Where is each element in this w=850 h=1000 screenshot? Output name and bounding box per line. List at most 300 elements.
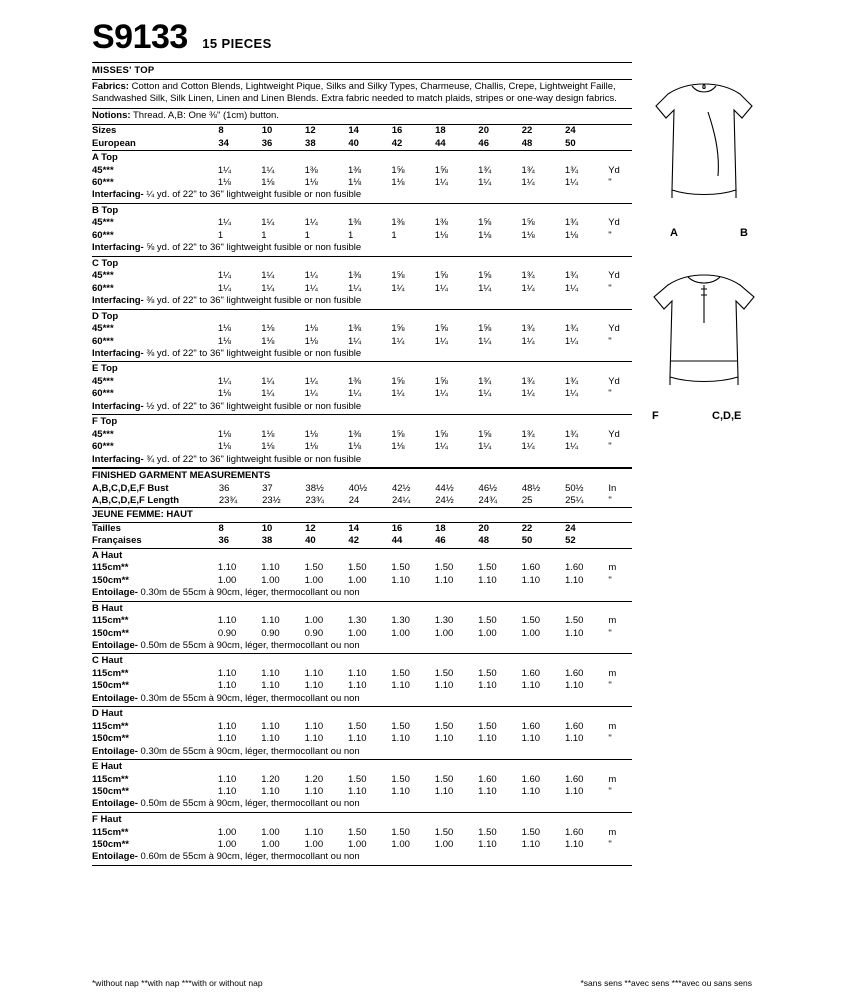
yardage-imperial-group [92,151,632,469]
yardage-cell: 1.50 [391,827,410,839]
francaise-cell: 50 [521,535,533,547]
table-row [92,177,632,189]
view-title: A Top [92,151,118,163]
interfacing-note: Interfacing- ⅜ yd. of 22" to 36" lightweight fusible or non fusible [92,294,362,306]
yardage-cell: 1⅝ [434,429,448,441]
yardage-unit: " [608,574,612,586]
view-block [92,204,632,257]
european-cell: 48 [521,137,533,149]
yardage-cell: 1¼ [217,282,232,294]
view-block [92,654,632,707]
yardage-cell: 1.50 [391,562,410,574]
yardage-cell: 1.20 [261,774,280,786]
yardage-cell: 1¼ [391,388,405,400]
yardage-cell: 1.10 [478,733,497,745]
table-row [92,388,632,400]
interfacing-note: Interfacing- ¼ yd. of 22" to 36" lightweight fusible or non fusible [92,188,362,200]
european-cell: 36 [261,137,273,149]
yardage-cell: 1.10 [478,680,497,692]
yardage-cell: 1¼ [564,441,579,453]
table-row [92,429,632,441]
size-cell: 12 [305,125,316,137]
yardage-cell: 1.00 [304,839,324,851]
yardage-cell: 1⅜ [347,217,362,229]
yardage-cell: 1.00 [434,839,454,851]
footer-note-english: *without nap **with nap ***with or without nap [92,978,263,988]
yardage-cell: 1.00 [217,827,237,839]
taille-cell: 24 [565,523,576,535]
measure-cell: 25¼ [565,495,584,507]
yardage-cell: 1.10 [348,733,367,745]
yardage-cell: 1⅛ [304,429,318,441]
yardage-cell: 1 [261,229,267,241]
yardage-cell: 1⅛ [217,176,232,188]
french-sizes-table [92,523,632,547]
european-label: European [92,137,136,149]
francaise-cell: 52 [565,535,576,547]
view-block [92,415,632,468]
yardage-unit: Yd [608,376,620,388]
french-section-title: JEUNE FEMME: HAUT [92,509,193,521]
width-label: 150cm** [92,733,129,745]
yardage-table [92,721,632,745]
yardage-cell: 1.60 [521,668,541,680]
european-cell: 40 [348,137,359,149]
yardage-cell: 1.00 [217,574,237,586]
yardage-cell: 1.10 [304,680,324,692]
yardage-cell: 1.00 [391,627,410,639]
width-label: 60*** [92,229,114,241]
measure-cell: 40½ [348,483,368,495]
width-label: 45*** [92,323,114,335]
yardage-unit: " [608,627,612,639]
yardage-cell: 1 [347,229,354,241]
yardage-cell: 1¼ [304,388,318,400]
francaises-label: Françaises [92,535,142,547]
table-row [92,733,632,745]
yardage-cell: 1.10 [217,786,237,798]
yardage-cell: 1¾ [521,376,535,388]
yardage-cell: 1.50 [478,668,497,680]
width-label: 60*** [92,335,114,347]
measure-cell: 37 [262,483,273,495]
yardage-cell: 1¼ [261,164,275,176]
yardage-table [92,217,632,241]
yardage-cell: 1¼ [521,441,535,453]
european-cell: 42 [391,137,403,149]
yardage-cell: 1⅛ [217,323,232,335]
yardage-cell: 1¼ [564,335,579,347]
yardage-unit: " [608,441,612,453]
taille-cell: 18 [435,523,446,535]
yardage-cell: 1¼ [261,376,275,388]
view-title: C Top [92,257,119,269]
width-label: 45*** [92,270,114,282]
yardage-cell: 1.10 [304,827,324,839]
yardage-cell: 1¼ [434,441,448,453]
yardage-table [92,429,632,453]
francaise-cell: 44 [391,535,403,547]
francaise-cell: 42 [348,535,359,547]
interfacing-note: Interfacing- ½ yd. of 22" to 36" lightweight fusible or non fusible [92,400,362,412]
yardage-cell: 1¼ [434,388,448,400]
yardage-cell: 1.10 [304,733,324,745]
view-block [92,707,632,760]
yardage-cell: 1⅛ [217,388,232,400]
yardage-cell: 1¼ [434,176,448,188]
taille-cell: 14 [348,523,359,535]
size-cell: 24 [565,125,576,137]
table-row [92,786,632,798]
interfacing-note: Interfacing- ¾ yd. of 22" to 36" lightweight fusible or non fusible [92,453,362,465]
european-cell: 34 [218,137,229,149]
francaise-cell: 36 [218,535,230,547]
width-label: 150cm** [92,627,129,639]
yardage-cell: 1⅛ [261,429,275,441]
top-front-illustration [648,72,838,222]
size-cell: 22 [521,125,533,137]
yardage-cell: 1.00 [304,615,324,627]
figure-back-views [648,265,838,426]
width-label: 115cm** [92,615,129,627]
yardage-cell: 1¾ [521,429,535,441]
sizes-table [92,125,632,149]
yardage-cell: 1¼ [564,388,579,400]
yardage-cell: 1⅛ [304,176,318,188]
yardage-cell: 1.10 [217,774,237,786]
yardage-unit: " [608,282,612,294]
finished-measurements-table [92,483,632,507]
illustrations-column [648,72,838,426]
yardage-cell: 1¼ [521,282,535,294]
tailles-label: Tailles [92,523,121,535]
taille-cell: 22 [521,523,533,535]
yardage-table [92,270,632,294]
taille-cell: 8 [218,523,224,535]
yardage-cell: 1.10 [478,574,497,586]
yardage-cell: 1⅛ [434,229,448,241]
yardage-table [92,668,632,692]
yardage-cell: 1.50 [391,668,410,680]
yardage-cell: 1.60 [564,668,584,680]
size-cell: 8 [218,125,224,137]
yardage-cell: 1⅝ [521,217,535,229]
yardage-cell: 1.00 [348,574,367,586]
taille-cell: 20 [478,523,489,535]
width-label: 150cm** [92,839,129,851]
yardage-cell: 1⅛ [304,335,318,347]
yardage-cell: 1.10 [217,615,237,627]
yardage-cell: 1¾ [521,323,535,335]
yardage-cell: 1⅝ [434,323,448,335]
view-title: C Haut [92,655,123,667]
footer-notes [92,978,752,988]
yardage-cell: 1⅜ [347,323,362,335]
view-title: B Top [92,204,119,216]
measure-cell: 23¾ [218,495,238,507]
view-title: F Top [92,416,118,428]
measure-cell: 23¾ [305,495,324,507]
measure-cell: 24¼ [391,495,411,507]
yardage-cell: 1.50 [478,615,497,627]
yardage-cell: 1¼ [261,270,275,282]
yardage-cell: 1¼ [217,164,232,176]
top-back-illustration [648,265,838,405]
measure-cell: 24½ [435,495,454,507]
yardage-unit: m [608,827,617,839]
entoilage-note: Entoilage- 0.30m de 55cm à 90cm, léger, thermocollant ou non [92,586,360,598]
yardage-cell: 1⅛ [217,441,232,453]
yardage-cell: 1.10 [304,668,324,680]
yardage-cell: 1.10 [261,668,280,680]
entoilage-note: Entoilage- 0.30m de 55cm à 90cm, léger, thermocollant ou non [92,745,360,757]
yardage-cell: 1¼ [564,282,579,294]
yardage-cell: 1.50 [348,721,367,733]
yardage-cell: 1¾ [564,164,579,176]
measure-cell: 38½ [305,483,324,495]
finished-measurements-title: FINISHED GARMENT MEASUREMENTS [92,470,271,482]
yardage-cell: 1.10 [304,786,324,798]
table-row [92,283,632,295]
notions-paragraph [92,109,632,125]
figure-label-b: B [740,227,748,239]
yardage-cell: 1.00 [348,627,367,639]
yardage-cell: 1.50 [348,827,367,839]
yardage-cell: 1.50 [478,721,497,733]
yardage-cell: 1.10 [348,786,367,798]
yardage-cell: 1.10 [304,721,324,733]
yardage-cell: 1.50 [304,562,324,574]
yardage-cell: 1¼ [347,335,362,347]
yardage-cell: 1.10 [564,786,584,798]
yardage-cell: 1.00 [478,627,497,639]
figure-labels-bottom [648,410,838,426]
yardage-cell: 1.50 [434,562,454,574]
yardage-cell: 1⅝ [434,376,448,388]
taille-cell: 12 [305,523,316,535]
size-cell: 16 [391,125,403,137]
yardage-cell: 1⅜ [347,270,362,282]
yardage-cell: 1.10 [434,574,454,586]
yardage-cell: 1¾ [564,270,579,282]
measure-label: A,B,C,D,E,F Bust [92,483,169,495]
table-row [92,165,632,177]
view-block [92,602,632,655]
table-row [92,668,632,680]
yardage-cell: 1.50 [348,774,367,786]
yardage-cell: 1.60 [564,827,584,839]
table-row [92,774,632,786]
yardage-cell: 1⅝ [391,376,405,388]
yardage-cell: 1.10 [217,733,237,745]
yardage-table [92,615,632,639]
width-label: 60*** [92,388,114,400]
measure-unit: " [608,495,612,507]
yardage-cell: 1⅛ [261,441,275,453]
yardage-cell: 1.00 [391,839,410,851]
measure-cell: 44½ [435,483,454,495]
width-label: 60*** [92,176,114,188]
yardage-cell: 0.90 [304,627,324,639]
table-row [92,270,632,282]
yardage-cell: 1¼ [261,282,275,294]
yardage-cell: 1¾ [564,323,579,335]
yardage-cell: 1.10 [521,839,541,851]
view-title: B Haut [92,602,123,614]
yardage-unit: Yd [608,217,620,229]
sizes-label: Sizes [92,125,117,137]
table-row [92,441,632,453]
yardage-cell: 1⅛ [261,335,275,347]
entoilage-note: Entoilage- 0.50m de 55cm à 90cm, léger, thermocollant ou non [92,639,360,651]
yardage-cell: 1.60 [564,721,584,733]
yardage-unit: m [608,562,617,574]
measure-cell: 50½ [565,483,584,495]
yardage-cell: 1⅛ [391,441,405,453]
yardage-cell: 1¼ [478,335,492,347]
yardage-cell: 1.60 [521,774,541,786]
figure-label-a: A [670,227,678,239]
yardage-cell: 1⅛ [217,335,232,347]
yardage-cell: 1⅝ [391,429,405,441]
width-label: 115cm** [92,668,129,680]
view-title: E Top [92,363,118,375]
view-block [92,257,632,310]
yardage-cell: 1.50 [348,562,367,574]
yardage-cell: 1.10 [564,733,584,745]
yardage-cell: 1⅛ [304,441,318,453]
yardage-cell: 1⅜ [434,217,448,229]
entoilage-note: Entoilage- 0.60m de 55cm à 90cm, léger, thermocollant ou non [92,851,360,863]
yardage-cell: 1.10 [434,733,454,745]
view-block [92,362,632,415]
view-title: D Top [92,310,119,322]
table-row-tailles [92,523,632,535]
yardage-cell: 1¼ [478,441,492,453]
yardage-cell: 1⅛ [261,323,275,335]
yardage-cell: 1¾ [478,164,492,176]
yardage-cell: 1¼ [261,217,275,229]
view-title: D Haut [92,708,123,720]
yardage-cell: 1⅛ [564,229,579,241]
entoilage-note: Entoilage- 0.30m de 55cm à 90cm, léger, thermocollant ou non [92,692,360,704]
yardage-unit: " [608,733,612,745]
yardage-cell: 1¼ [521,388,535,400]
yardage-cell: 1.00 [521,627,541,639]
table-row [92,628,632,640]
yardage-cell: 1.00 [348,839,367,851]
yardage-cell: 1.50 [434,827,454,839]
yardage-unit: m [608,615,617,627]
yardage-cell: 1.60 [564,774,584,786]
yardage-cell: 1.10 [391,680,410,692]
yardage-cell: 1.10 [521,733,541,745]
yardage-cell: 1.50 [478,562,497,574]
yardage-cell: 1¼ [217,270,232,282]
yardage-cell: 1.10 [478,839,497,851]
width-label: 60*** [92,282,114,294]
yardage-cell: 1.10 [521,680,541,692]
yardage-cell: 1⅛ [347,441,362,453]
yardage-cell: 1¾ [478,376,492,388]
figure-label-cde: C,D,E [712,410,742,422]
figure-front-views [648,72,838,243]
yardage-cell: 1¼ [478,176,492,188]
width-label: 45*** [92,376,114,388]
francaise-cell: 48 [478,535,489,547]
measure-unit: In [608,483,617,495]
interfacing-note: Interfacing- ⅜ yd. of 22" to 36" lightweight fusible or non fusible [92,347,362,359]
yardage-cell: 1.10 [217,668,237,680]
yardage-table [92,774,632,798]
size-cell: 14 [348,125,359,137]
yardage-cell: 1.10 [564,839,584,851]
european-cell: 46 [478,137,489,149]
yardage-cell: 1.10 [434,786,454,798]
european-cell: 50 [565,137,576,149]
yardage-cell: 1⅜ [304,164,318,176]
specifications-column [92,62,632,866]
fabrics-text: Cotton and Cotton Blends, Lightweight Pique, Silks and Silky Types, Charmeuse, Challis, Crepe, Lightweight Faille, Sandwashed Silk, Silk Linen, Linen and Linen Blends. Extra fabric needed to match plaids, stripes or one-way design fabrics. [92,80,617,105]
yardage-cell: 1¼ [347,388,362,400]
yardage-cell: 1¼ [521,335,535,347]
yardage-cell: 1.00 [304,574,324,586]
yardage-cell: 1.60 [521,721,541,733]
measure-cell: 24¾ [478,495,498,507]
yardage-cell: 1.00 [261,827,280,839]
table-row [92,376,632,388]
yardage-cell: 1.50 [478,827,497,839]
yardage-cell: 1.60 [478,774,497,786]
taille-cell: 10 [261,523,273,535]
yardage-cell: 1⅜ [347,376,362,388]
yardage-cell: 1⅛ [478,229,492,241]
yardage-unit: " [608,786,612,798]
width-label: 60*** [92,441,114,453]
yardage-cell: 1¼ [347,282,362,294]
yardage-cell: 1.50 [521,827,541,839]
yardage-cell: 1¾ [521,270,535,282]
yardage-cell: 1⅝ [391,164,405,176]
yardage-cell: 1.50 [434,668,454,680]
yardage-cell: 1.50 [521,615,541,627]
header [92,18,752,57]
notions-label: Notions: [92,109,131,121]
view-block [92,813,632,866]
yardage-cell: 1⅜ [347,164,362,176]
yardage-cell: 1.10 [261,615,280,627]
yardage-cell: 1⅛ [391,176,405,188]
yardage-cell: 1 [217,229,224,241]
figure-label-f: F [652,410,659,422]
view-title: E Haut [92,761,123,773]
yardage-cell: 1¼ [478,282,492,294]
yardage-unit: m [608,668,617,680]
yardage-cell: 1.00 [217,839,237,851]
table-row-sizes [92,125,632,137]
width-label: 115cm** [92,774,129,786]
yardage-cell: 1.00 [434,627,454,639]
size-cell: 10 [261,125,273,137]
measure-cell: 42½ [391,483,411,495]
yardage-cell: 1.10 [261,562,280,574]
yardage-cell: 1⅝ [434,164,448,176]
yardage-cell: 1.50 [434,774,454,786]
table-row [92,483,632,495]
yardage-unit: m [608,774,617,786]
view-block [92,151,632,204]
yardage-cell: 1.10 [391,786,410,798]
